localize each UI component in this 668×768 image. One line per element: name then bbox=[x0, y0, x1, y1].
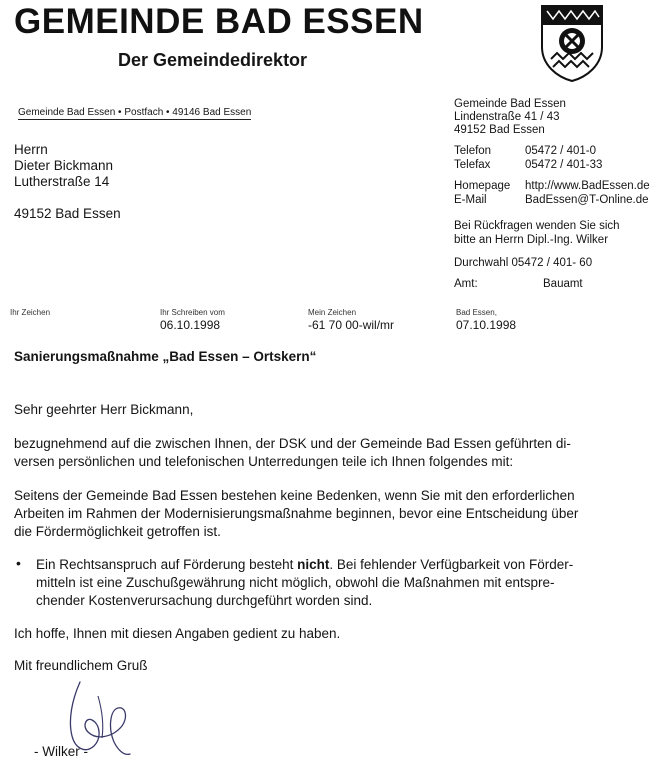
sender-street: Lindenstraße 41 / 43 bbox=[454, 111, 560, 123]
homepage-label: Homepage bbox=[454, 180, 511, 192]
phone-value: 05472 / 401-0 bbox=[525, 145, 596, 157]
your-letter-date: 06.10.1998 bbox=[160, 318, 221, 332]
bullet-emphasis: nicht bbox=[297, 557, 330, 572]
paragraph-1 bbox=[14, 435, 650, 471]
paragraph-1-line-2: versen persönlichen und telefonischen Unterredungen teile ich Ihnen folgendes mit: bbox=[14, 454, 514, 469]
email-label: E-Mail bbox=[454, 194, 487, 206]
contact-note-line1: Bei Rückfragen wenden Sie sich bbox=[454, 220, 620, 232]
contact-note-line2: bitte an Herrn Dipl.-Ing. Wilker bbox=[454, 234, 609, 246]
phone-label: Telefon bbox=[454, 145, 492, 157]
paragraph-2-line-2: Arbeiten im Rahmen der Modernisierungsmaßnahme beginnen, bevor eine Entscheidung über bbox=[14, 506, 579, 521]
sender-name: Gemeinde Bad Essen bbox=[454, 98, 566, 110]
your-ref-label: Ihr Zeichen bbox=[10, 308, 51, 317]
place-date-label: Bad Essen, bbox=[456, 308, 497, 317]
recipient-salutation: Herrn bbox=[14, 142, 48, 157]
sender-city: 49152 Bad Essen bbox=[454, 124, 545, 136]
office-value: Bauamt bbox=[543, 278, 583, 290]
paragraph-1-line-1: bezugnehmend auf die zwischen Ihnen, der DSK und der Gemeinde Bad Essen geführten di- bbox=[14, 436, 571, 451]
my-ref-label: Mein Zeichen bbox=[308, 308, 357, 317]
your-letter-label: Ihr Schreiben vom bbox=[160, 308, 225, 317]
paragraph-2-line-3: die Fördermöglichkeit getroffen ist. bbox=[14, 524, 221, 539]
paragraph-2 bbox=[14, 487, 650, 541]
paragraph-2-line-1: Seitens der Gemeinde Bad Essen bestehen keine Bedenken, wenn Sie mit den erforderlichen bbox=[14, 488, 575, 503]
recipient-name: Dieter Bickmann bbox=[14, 158, 114, 173]
closing-hope: Ich hoffe, Ihnen mit diesen Angaben gedient zu haben. bbox=[14, 626, 341, 641]
bullet-line-1 bbox=[36, 556, 648, 574]
bullet-line-3: chender Kostenverursachung durchgeführt worden sind. bbox=[36, 593, 373, 608]
bullet-line-1-end: . Bei fehlender Verfügbarkeit von Förder- bbox=[329, 557, 574, 572]
bullet-paragraph bbox=[36, 556, 648, 610]
bullet-line-2: mitteln ist eine Zuschußgewährung nicht möglich, obwohl die Maßnahmen mit entspre- bbox=[36, 575, 555, 590]
direct-dial: Durchwahl 05472 / 401- 60 bbox=[454, 257, 593, 269]
recipient-city: 49152 Bad Essen bbox=[14, 206, 121, 221]
letter-subject: Sanierungsmaßnahme „Bad Essen – Ortskern“ bbox=[14, 349, 317, 364]
signer-name: - Wilker - bbox=[34, 744, 88, 759]
recipient-street: Lutherstraße 14 bbox=[14, 174, 110, 189]
coat-of-arms-icon bbox=[539, 3, 605, 83]
return-address: Gemeinde Bad Essen • Postfach • 49146 Bad Essen bbox=[18, 107, 252, 118]
bullet-icon: • bbox=[16, 555, 21, 571]
greeting: Sehr geehrter Herr Bickmann, bbox=[14, 402, 194, 417]
fax-label: Telefax bbox=[454, 159, 491, 171]
homepage-link[interactable]: http://www.BadEssen.de bbox=[525, 180, 650, 192]
letterhead-title: GEMEINDE BAD ESSEN bbox=[14, 2, 424, 41]
letterhead-subtitle: Der Gemeindedirektor bbox=[118, 50, 308, 70]
office-label: Amt: bbox=[454, 278, 478, 290]
email-link[interactable]: BadEssen@T-Online.de bbox=[525, 194, 649, 206]
closing-greeting: Mit freundlichem Gruß bbox=[14, 658, 148, 673]
bullet-line-1-start: Ein Rechtsanspruch auf Förderung besteht bbox=[36, 557, 298, 572]
my-ref-value: -61 70 00-wil/mr bbox=[308, 318, 395, 332]
fax-value: 05472 / 401-33 bbox=[525, 159, 603, 171]
letter-date: 07.10.1998 bbox=[456, 318, 517, 332]
